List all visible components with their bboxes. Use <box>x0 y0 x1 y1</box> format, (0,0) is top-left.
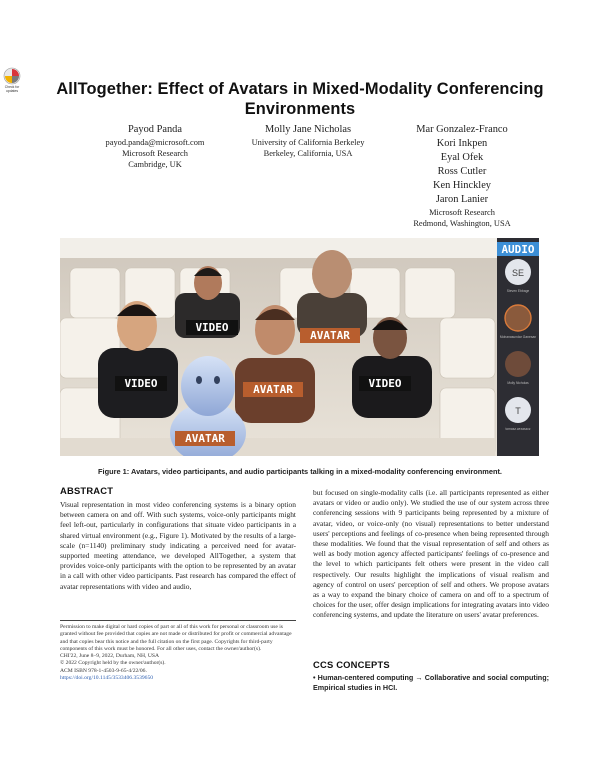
svg-text:VIDEO: VIDEO <box>368 377 402 390</box>
abstract-text-left: Visual representation in most video conferencing systems is a binary option between camera on and off. With such systems, voice-only participants might feel left-out, particularly in configurations that situate video participants in a shared virtual environment (e.g., Figure 1). Motivated by the results of a large-scale (n=1140) preliminary study indicating a perceived need for avatar-supported meeting attendance, we developed AllTogether, a system that provides voice-only participants with the option to be represented by an avatar in a call with other video participants. Past research has compared the effect of avatar representations with video and audio, <box>60 500 296 591</box>
svg-text:tomasz.wrzaszcz: tomasz.wrzaszcz <box>505 427 531 431</box>
label-avatar-back <box>300 328 360 343</box>
label-video-left <box>115 376 167 391</box>
abstract-heading: ABSTRACT <box>60 485 114 496</box>
author-name: Kori Inkpen <box>436 138 488 149</box>
audio-participant-avatar <box>505 305 531 331</box>
label-avatar-front <box>175 431 235 446</box>
figure-caption: Figure 1: Avatars, video participants, and audio participants talking in a mixed-modality conferencing environment. <box>98 467 502 476</box>
ccs-heading: CCS CONCEPTS <box>313 659 390 670</box>
svg-text:T: T <box>515 406 521 416</box>
author-name: Eyal Ofek <box>440 152 484 163</box>
author-affiliation: Microsoft Research <box>122 149 188 158</box>
title-line-1: AllTogether: Effect of Avatars in Mixed-Modality Conferencing <box>56 80 544 98</box>
author-location: Redmond, Washington, USA <box>413 219 511 228</box>
author-affiliation: Microsoft Research <box>429 208 495 217</box>
label-avatar-center <box>243 382 303 397</box>
title-line-2: Environments <box>244 100 356 118</box>
svg-text:VIDEO: VIDEO <box>124 377 158 390</box>
isbn: ACM ISBN 978-1-4503-9-65-4/22/06. <box>60 667 147 674</box>
label-video-right <box>359 376 411 391</box>
svg-text:VIDEO: VIDEO <box>195 321 229 334</box>
check-for-updates-badge[interactable] <box>2 66 22 96</box>
svg-text:AUDIO: AUDIO <box>501 243 535 256</box>
badge-text-1: Check for <box>4 85 20 89</box>
author-block-3 <box>382 123 542 229</box>
svg-text:Molly Nicholas: Molly Nicholas <box>507 381 529 385</box>
permission-notice: Permission to make digital or hard copies of part or all of this work for personal or classroom use is granted without fee provided that copies are not made or distributed for profit or commercial advantage and that copies bear this notice and the full citation on the first page. Copyrights for third-party components of this work must be honored. For all other uses, contact the owner/author(s). <box>60 624 292 652</box>
author-name: Jaron Lanier <box>435 194 489 205</box>
author-block-2 <box>228 123 388 159</box>
svg-text:Mohanasundar Ganesan: Mohanasundar Ganesan <box>499 335 537 339</box>
label-video-top <box>186 320 238 335</box>
doi-link[interactable]: https://doi.org/10.1145/3533406.3539650 <box>60 675 154 682</box>
author-name: Ken Hinckley <box>433 180 491 191</box>
svg-text:Steven Ebbage: Steven Ebbage <box>506 289 530 293</box>
permissions-block <box>60 620 296 682</box>
audio-participants-panel <box>497 238 539 456</box>
ccs-text: • Human-centered computing → Collaborative and social computing; Empirical studies in HCI. <box>313 673 549 693</box>
teaser-figure <box>60 238 539 456</box>
author-affiliation: University of California Berkeley <box>251 138 365 147</box>
author-name: Molly Jane Nicholas <box>265 124 351 135</box>
abstract-text-right: but focused on single-modality calls (i.e. all participants represented as either avatars or video or audio only). We studied the use of our system across three conferencing sessions with 9 participants being represented by a mixture of avatar, video, or voice-only (no visual) representations to better understand users' perceptions and feelings of co-presence when being represented through these modalities. We found that the visual representation of self and others as well as body motion agency affected participants' feelings of co-presence and the level to which participants felt others were present in the video call respectively. Our results highlight the implications of visual realism and agency of control on users' perception of self and others. We propose avatars as a way to expand the binary choice of camera on and off to a spectrum of choices for the user, offer design implications for integrating avatars into video conferencing systems, and update the literature on users' avatar preferences. <box>313 488 549 620</box>
author-name: Payod Panda <box>128 124 182 135</box>
author-location: Cambridge, UK <box>128 160 182 169</box>
copyright: © 2022 Copyright held by the owner/author(s). <box>60 660 166 667</box>
author-email[interactable]: payod.panda@microsoft.com <box>105 138 205 147</box>
svg-text:AVATAR: AVATAR <box>253 383 293 396</box>
author-location: Berkeley, California, USA <box>263 149 353 158</box>
svg-text:AVATAR: AVATAR <box>310 329 350 342</box>
author-name: Ross Cutler <box>437 166 487 177</box>
svg-text:SE: SE <box>511 268 525 278</box>
author-block-1 <box>75 123 235 170</box>
badge-text-2: updates <box>5 89 19 93</box>
venue: CHI'22, June 8–9, 2022, Durham, NH, USA <box>60 653 160 660</box>
author-name: Mar Gonzalez-Franco <box>416 124 508 135</box>
audio-participant-avatar <box>505 351 531 377</box>
paper-title <box>40 79 560 119</box>
svg-text:AVATAR: AVATAR <box>185 432 225 445</box>
